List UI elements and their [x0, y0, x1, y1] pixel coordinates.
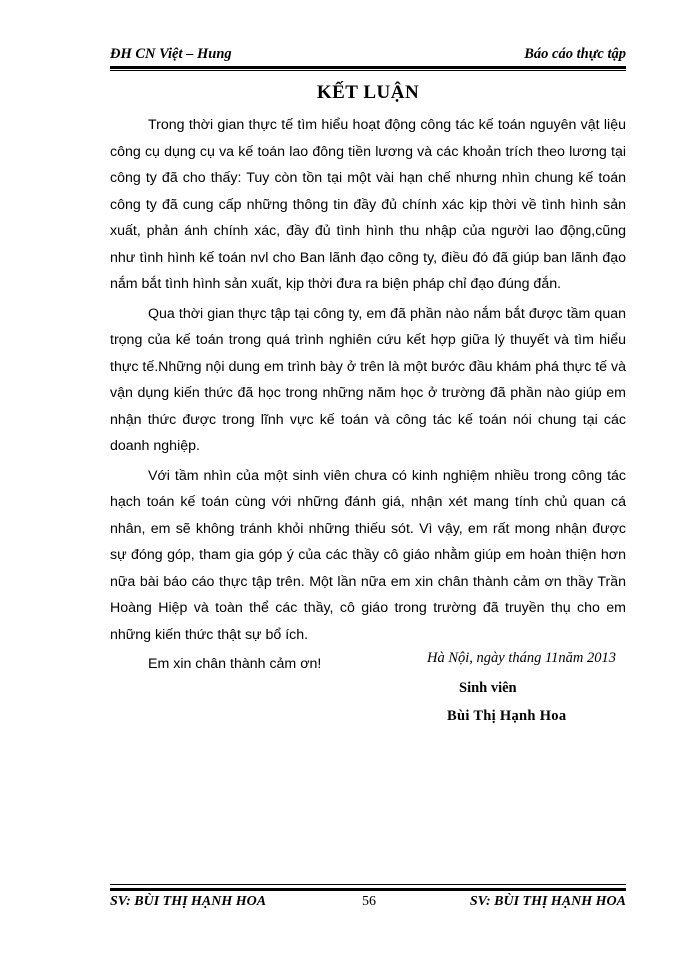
header-institution: ĐH CN Việt – Hung: [110, 46, 232, 62]
footer-student-right: SV: BÙI THỊ HẠNH HOA: [469, 894, 626, 909]
header-rule-thin: [110, 70, 626, 71]
document-page: [110, 36, 626, 926]
body-text: [110, 112, 626, 681]
signature-role: Sinh viên: [459, 680, 517, 696]
paragraph-1: Trong thời gian thực tế tìm hiểu hoạt động công tác kế toán nguyên vật liệu công cụ dụng cụ va kế toán lao đông tiền lương và các khoản trích theo lương tại công ty đã cho thấy: Tuy còn tồn tại một vài hạn chế nhưng nhìn chung kế toán công ty đã cung cấp những thông tin đầy đủ chính xác kịp thời về tình hình sản xuất, phản ánh chính xác, đầy đủ tình hình thu nhập của người lao động,cũng như tình hình kế toán nvl cho Ban lãnh đạo công ty, điều đó đã giúp ban lãnh đạo nắm bắt tình hình sản xuất, kịp thời đưa ra biện pháp chỉ đạo đúng đắn.: [110, 117, 626, 292]
signature-place-date: Hà Nội, ngày tháng 11năm 2013: [426, 650, 616, 666]
header-report-type: Báo cáo thực tập: [524, 46, 626, 62]
paragraph-4: Em xin chân thành cảm ơn!: [148, 656, 322, 672]
page-number: 56: [362, 894, 376, 909]
page-header: [110, 46, 626, 68]
paragraph-2: Qua thời gian thực tập tại công ty, em đã phần nào nắm bắt được tầm quan trọng của kế toán trong quá trình nghiên cứu kết hợp giữa lý thuyết và tìm hiểu thực tế.Những nội dung em trình bày ở trên là một bước đầu khám phá thực tế và vận dụng kiến thức đã học trong những năm học ở trường đã phần nào giúp em nhận thức được trong lĩnh vực kế toán và công tác kế toán nói chung tại các doanh nghiệp.: [110, 305, 626, 454]
paragraph-3: Với tầm nhìn của một sinh viên chưa có kinh nghiệm nhiều trong công tác hạch toán kế toán cùng với những đánh giá, nhận xét mang tính chủ quan cá nhân, em sẽ không tránh khỏi những thiếu sót. Vì vậy, em rất mong nhận được sự đóng góp, tham gia góp ý của các thầy cô giáo nhằm giúp em hoàn thiện hơn nữa bài báo cáo thực tập trên. Một lần nữa em xin chân thành cảm ơn thầy Trần Hoàng Hiệp và toàn thể các thầy, cô giáo trong trường đã truyền thụ cho em những kiến thức thật sự bổ ích.: [110, 467, 626, 643]
page-footer: [110, 894, 626, 916]
footer-rule-thin: [110, 884, 626, 885]
footer-rule-thick: [110, 888, 626, 891]
header-rule-thick: [110, 66, 626, 69]
footer-student-left: SV: BÙI THỊ HẠNH HOA: [110, 894, 267, 909]
signature-name: Bùi Thị Hạnh Hoa: [447, 708, 567, 724]
page-title: KẾT LUẬN: [316, 82, 420, 103]
